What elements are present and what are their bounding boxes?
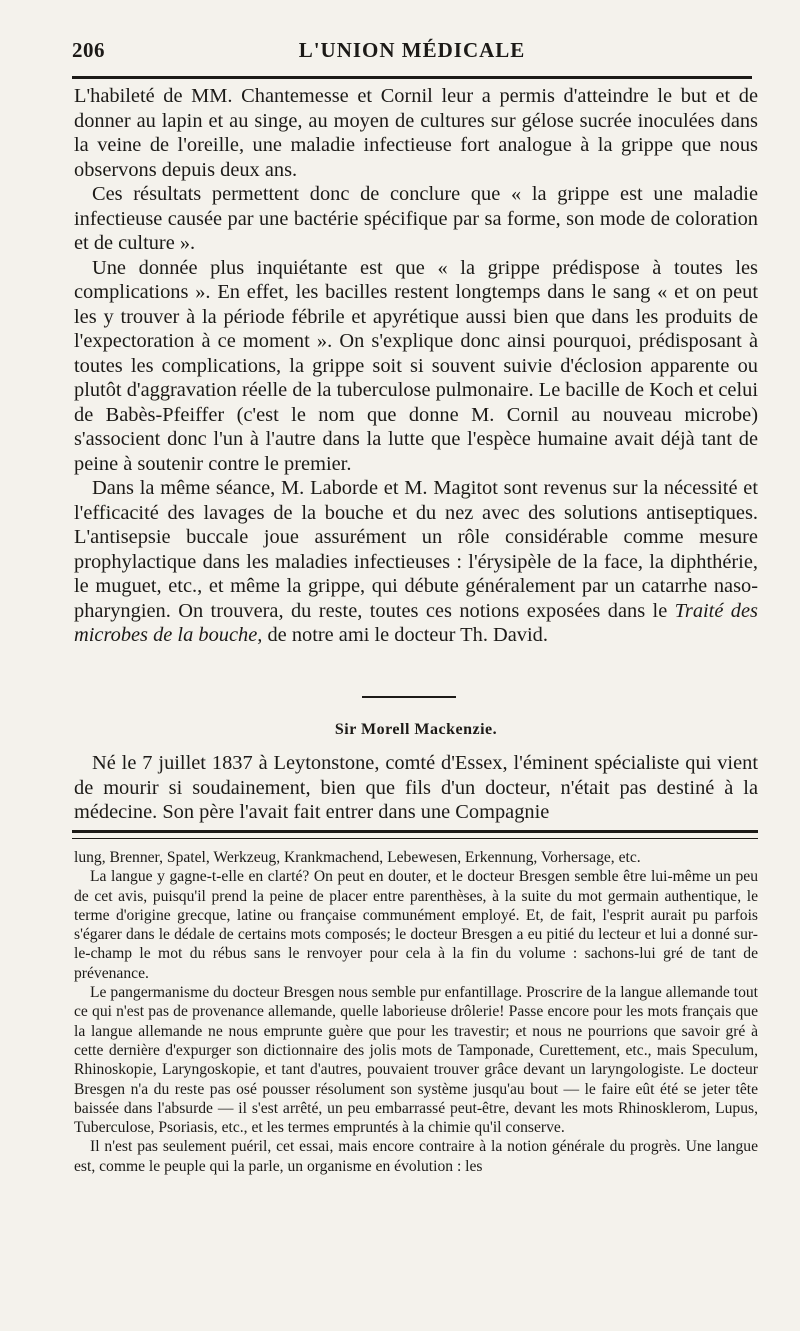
running-header: [72, 38, 752, 68]
note-paragraph-1: lung, Brenner, Spatel, Werkzeug, Krankmachend, Lebewesen, Erkennung, Vorhersage, etc.: [74, 849, 641, 866]
obituary-paragraph: Né le 7 juillet 1837 à Leytonstone, comté d'Essex, l'éminent spécialiste qui vient de mourir si soudainement, bien que fils d'un docteur, n'était pas destiné à la médecine. Son père l'avait fait entrer dans une Compagnie: [74, 752, 758, 823]
paragraph-habilete: L'habileté de MM. Chantemesse et Cornil leur a permis d'atteindre le but et de donner au lapin et au singe, au moyen de cultures sur gélose sucrée inoculées dans la veine de l'oreille, une maladie infectieuse fort analogue à la grippe que nous observons depuis deux ans.: [74, 85, 758, 181]
antisepsie-text: Dans la même séance, M. Laborde et M. Magitot sont revenus sur la nécessité et l'efficacité des lavages de la bouche et du nez avec des solutions antiseptiques. L'antisepsie buccale joue assurément un rôle considérable comme mesure prophylactique dans les maladies infectieuses : l'érysipèle de la face, la diphthérie, le muguet, etc., et même la grippe, qui débute généralement par un catarrhe naso-pharyngien. On trouvera, du reste, toutes ces notions exposées dans le: [74, 477, 758, 622]
journal-title: L'UNION MÉDICALE: [298, 38, 526, 62]
book-title: Traité des microbes de la bouche,: [74, 599, 758, 646]
note-paragraph-4: Il n'est pas seulement puéril, cet essai, mais encore contraire à la notion générale du progrès. Une langue est, comme le peuple qui la parle, un organisme en évolution : les: [74, 1138, 758, 1175]
header-rule: [72, 76, 752, 79]
obituary-text: [74, 751, 758, 825]
page-number: 206: [72, 38, 105, 62]
paragraph-antisepsie: [74, 476, 758, 648]
footnote-rule-thin: [72, 838, 758, 839]
antisepsie-text-end: de notre ami le docteur Th. David.: [262, 624, 548, 646]
footnote-rule-thick: [72, 830, 758, 833]
obituary-heading: Sir Morell Mackenzie.: [334, 721, 498, 738]
main-text: [74, 84, 758, 648]
paragraph-conclusion: Ces résultats permettent donc de conclure que « la grippe est une maladie infectieuse causée par une bactérie spécifique par sa forme, son mode de coloration et de culture ».: [74, 183, 758, 254]
note-paragraph-3: Le pangermanisme du docteur Bresgen nous semble pur enfantillage. Proscrire de la langue allemande tout ce qui n'est pas de provenance allemande, quelle laborieuse drôlerie! Passe encore pour les mots français que la langue allemande ne nous emprunte guère que pour les travestir; et nous ne pourrions que savoir gré à cette dernière d'expurger son dictionnaire des jolis mots de Tamponade, Curettement, etc., mais Speculum, Rhinoskopie, Laryngoskopie, et tant d'autres, pouvaient trouver grâce devant un laryngologiste. Le docteur Bresgen n'a du reste pas osé pousser résolument son système jusqu'au bout — le faire eût été se jeter tête baissée dans l'absurde — il s'est arrêté, un peu embarrassé peut-être, devant les mots Rhinosklerom, Lupus, Tuberculose, Psoriasis, etc., et les termes empruntés à la chimie qu'il conserve.: [74, 984, 758, 1137]
section-divider: [362, 696, 456, 698]
paragraph-complications: Une donnée plus inquiétante est que « la grippe prédispose à toutes les complications ». En effet, les bacilles restent longtemps dans le sang « et on peut les y trouver à la période fébrile et apyrétique aussi bien que dans les produits de l'expectoration à ce moment ». On s'explique donc ainsi pourquoi, prédisposant à toutes les complications, la grippe soit si souvent suivie d'éclosion apparente ou plutôt d'aggravation réelle de la tuberculose pulmonaire. Le bacille de Koch et celui de Babès-Pfeiffer (c'est le nom que donne M. Cornil au nouveau microbe) s'associent donc l'un à l'autre dans la lutte que l'espèce humaine avait déjà tant de peine à soutenir contre le premier.: [74, 256, 758, 475]
note-paragraph-2: La langue y gagne-t-elle en clarté? On peut en douter, et le docteur Bresgen semble être lui-même un peu de cet avis, puisqu'il prend la peine de placer entre parenthèses, à la suite du mot germain authentique, le terme d'origine grecque, latine ou française communément employé. Et, de fait, l'esprit aurait pu parfois s'égarer dans le dédale de certains mots composés; le docteur Bresgen a eu pitié du lecteur et lui a donné sur-le-champ le mot du rébus sans le renvoyer pour cela à la fin du volume : sachons-lui gré de tant de prévenance.: [74, 868, 758, 982]
footnote-text: [74, 848, 758, 1176]
